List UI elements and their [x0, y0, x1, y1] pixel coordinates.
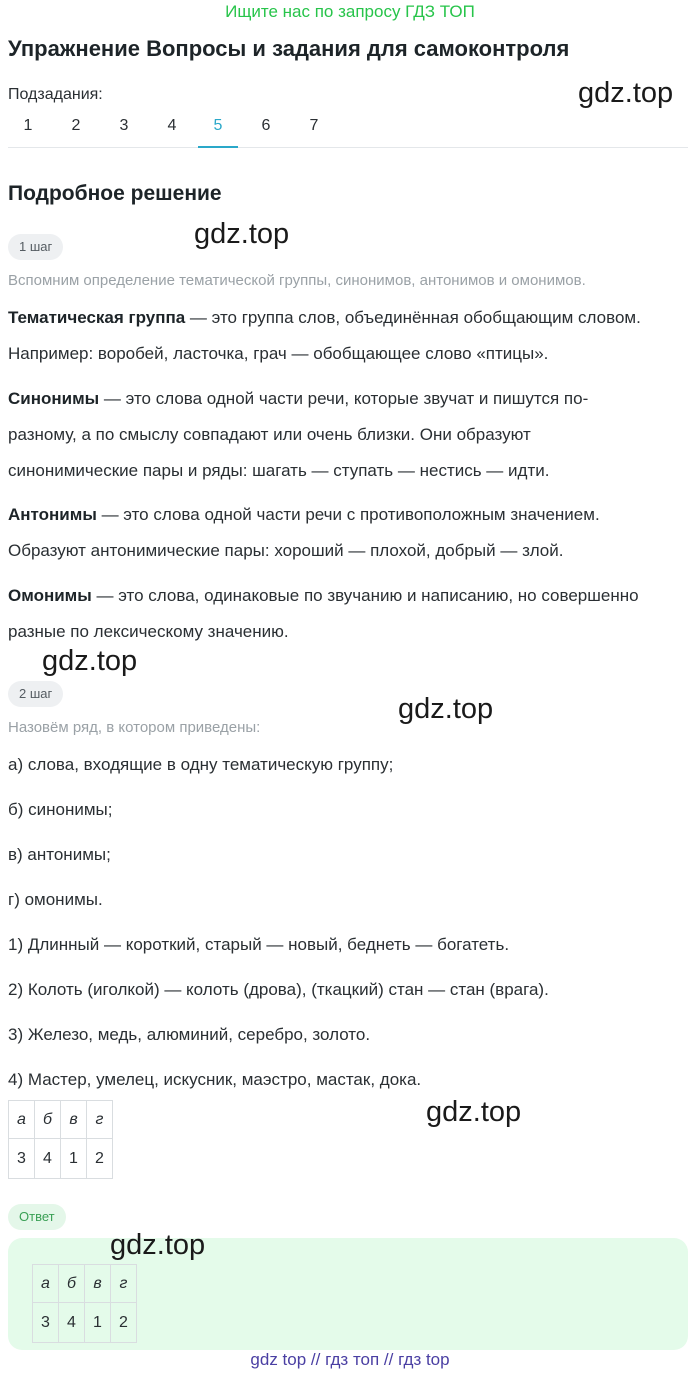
step-2-badge: 2 шаг [8, 681, 63, 707]
answer-value-cell: 1 [85, 1303, 111, 1343]
answer-value-cell: 3 [33, 1303, 59, 1343]
answer-table [32, 1264, 137, 1343]
tab-subtask-6[interactable]: 6 [261, 117, 271, 134]
answer-value-cell: 4 [59, 1303, 85, 1343]
answer-header-cell: в [85, 1265, 111, 1303]
footer-links: gdz top // гдз топ // гдз top [250, 1350, 450, 1369]
answer-badge: Ответ [8, 1204, 66, 1230]
tab-subtask-7[interactable]: 7 [309, 117, 319, 134]
step-2-table [8, 1100, 113, 1179]
table-value-cell: 2 [87, 1139, 113, 1179]
definition-antonyms: Антонимы — это слова одной части речи с противоположным значением. Образуют антонимические пары: хороший — плохой, добрый — злой. [8, 505, 600, 560]
watermark: gdz.top [194, 218, 290, 250]
term-homonyms: Омонимы [8, 586, 92, 605]
task-line-g: г) омонимы. [8, 890, 103, 909]
table-header-cell: б [35, 1101, 61, 1139]
answer-header-cell: а [33, 1265, 59, 1303]
row-line-2: 2) Колоть (иголкой) — колоть (дрова), (ткацкий) стан — стан (врага). [8, 980, 549, 999]
definition-synonyms: Синонимы — это слова одной части речи, которые звучат и пишутся по- разному, а по смыслу совпадают или очень близки. Они образуют синонимические пары и ряды: шагать — ступать — нестись — идти. [8, 389, 589, 480]
answer-header-cell: б [59, 1265, 85, 1303]
tab-subtask-1[interactable]: 1 [23, 117, 33, 134]
row-line-3: 3) Железо, медь, алюминий, серебро, золото. [8, 1025, 371, 1044]
watermark: gdz.top [110, 1229, 206, 1261]
step-1-intro: Вспомним определение тематической группы, синонимов, антонимов и омонимов. [8, 272, 586, 289]
watermark: gdz.top [42, 645, 138, 677]
task-line-b: б) синонимы; [8, 800, 113, 819]
term-thematic-group: Тематическая группа [8, 308, 186, 327]
watermark: gdz.top [426, 1096, 522, 1128]
definition-thematic-group: Тематическая группа — это группа слов, объединённая обобщающим словом. Например: воробей, ласточка, грач — обобщающее слово «птицы». [8, 308, 641, 363]
step-1-badge: 1 шаг [8, 234, 63, 260]
row-line-4: 4) Мастер, умелец, искусник, маэстро, мастак, дока. [8, 1070, 422, 1089]
table-value-cell: 3 [9, 1139, 35, 1179]
table-header-cell: г [87, 1101, 113, 1139]
table-value-cell: 4 [35, 1139, 61, 1179]
answer-value-cell: 2 [111, 1303, 137, 1343]
watermark: gdz.top [398, 693, 494, 725]
solution-title: Подробное решение [8, 182, 222, 205]
row-line-1: 1) Длинный — короткий, старый — новый, беднеть — богатеть. [8, 935, 510, 954]
table-header-cell: в [61, 1101, 87, 1139]
subtasks-label: Подзадания: [8, 86, 103, 103]
tab-subtask-5-active[interactable]: 5 [198, 108, 238, 148]
subtask-tabs [8, 108, 688, 148]
term-synonyms: Синонимы [8, 389, 100, 408]
watermark: gdz.top [578, 77, 674, 109]
table-value-cell: 1 [61, 1139, 87, 1179]
search-banner: Ищите нас по запросу ГДЗ ТОП [225, 2, 475, 21]
answer-header-cell: г [111, 1265, 137, 1303]
task-line-v: в) антонимы; [8, 845, 111, 864]
tab-subtask-2[interactable]: 2 [71, 117, 81, 134]
tab-subtask-3[interactable]: 3 [119, 117, 129, 134]
page-title: Упражнение Вопросы и задания для самоконтроля [8, 36, 570, 61]
step-2-intro: Назовём ряд, в котором приведены: [8, 719, 261, 736]
tab-subtask-4[interactable]: 4 [167, 117, 177, 134]
term-antonyms: Антонимы [8, 505, 97, 524]
table-header-cell: а [9, 1101, 35, 1139]
definition-homonyms: Омонимы — это слова, одинаковые по звучанию и написанию, но совершенно разные по лексическому значению. [8, 586, 639, 641]
task-line-a: а) слова, входящие в одну тематическую группу; [8, 755, 394, 774]
